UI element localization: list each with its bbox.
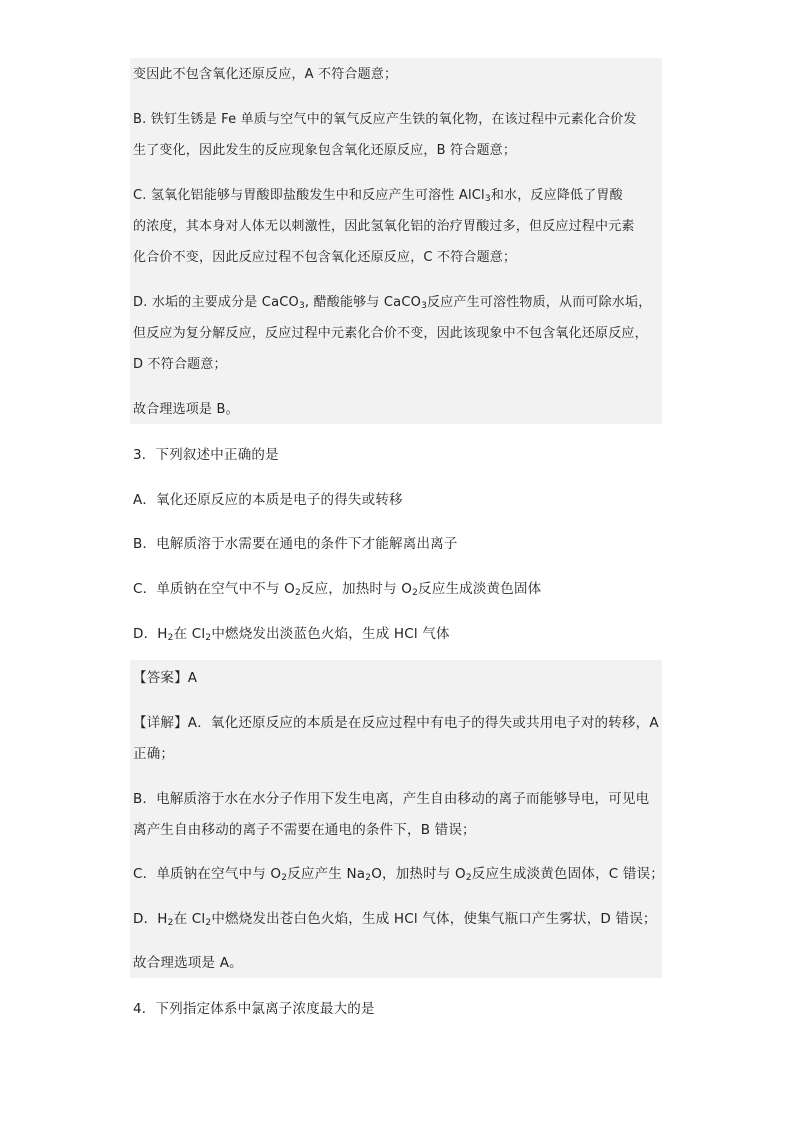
answer3-detail-b-line1: B．电解质溶于水在水分子作用下发生电离，产生自由移动的离子而能够导电，可见电 — [133, 791, 650, 807]
explanation-c-line3: 化合价不变，因此反应过程不包含氧化还原反应，C 不符合题意； — [133, 250, 517, 265]
question3-option-a: A．氧化还原反应的本质是电子的得失或转移 — [133, 492, 403, 508]
explanation-conclusion: 故合理选项是 B。 — [133, 402, 239, 417]
explanation-c-line1: C. 氢氧化铝能够与胃酸即盐酸发生中和反应产生可溶性 AlCl$_3$和水，反应降低了胃酸 — [133, 188, 623, 204]
answer3-conclusion: 故合理选项是 A。 — [133, 955, 243, 971]
explanation-b-line1: B. 铁钉生锈是 Fe 单质与空气中的氧气反应产生铁的氧化物，在该过程中元素化合价发 — [133, 112, 637, 127]
answer3-detail-a-line2: 正确； — [133, 746, 175, 762]
explanation-b-line2: 生了变化，因此发生的反应现象包含氧化还原反应，B 符合题意； — [133, 143, 517, 158]
explanation-d-line1: D. 水垢的主要成分是 CaCO$_3$, 醋酸能够与 CaCO$_3$反应产生可溶性物质，从而可除水垢， — [133, 295, 652, 311]
question3-option-b: B．电解质溶于水需要在通电的条件下才能解离出离子 — [133, 536, 458, 552]
question3-option-c: C．单质钠在空气中不与 $O_2$反应，加热时与 $O_2$反应生成淡黄色固体 — [133, 581, 542, 598]
question4-stem: 4．下列指定体系中氯离子浓度最大的是 — [133, 1001, 375, 1017]
question3-stem: 3．下列叙述中正确的是 — [133, 447, 279, 463]
explanation-d-line2: 但反应为复分解反应，反应过程中元素化合价不变，因此该现象中不包含氧化还原反应， — [133, 326, 648, 341]
answer3-detail-b-line2: 离产生自由移动的离子不需要在通电的条件下，B 错误； — [133, 822, 476, 838]
answer3-answer: 【答案】A — [133, 670, 198, 686]
answer3-detail-c: C．单质钠在空气中与 $O_2$反应产生 $Na_2O$，加热时与 $O_2$反应生成淡黄色固体，C 错误； — [133, 866, 664, 883]
answer3-detail-a-line1: 【详解】A．氧化还原反应的本质是在反应过程中有电子的得失或共用电子对的转移，A — [133, 715, 659, 731]
explanation-d-line3: D 不符合题意； — [133, 357, 227, 372]
explanation-block-q3 — [130, 660, 662, 978]
answer3-detail-d: D．$H_2$在 $Cl_2$中燃烧发出苍白色火焰，生成 HCl 气体，使集气瓶口产生雾状，D 错误； — [133, 911, 657, 928]
explanation-c-line2: 的浓度，其本身对人体无以刺激性，因此氢氧化铝的治疗胃酸过多，但反应过程中元素 — [133, 219, 635, 234]
question3-option-d: D．$H_2$在 $Cl_2$中燃烧发出淡蓝色火焰，生成 HCl 气体 — [133, 626, 450, 643]
explanation-a-tail: 变因此不包含氧化还原反应，A 不符合题意； — [133, 67, 398, 82]
